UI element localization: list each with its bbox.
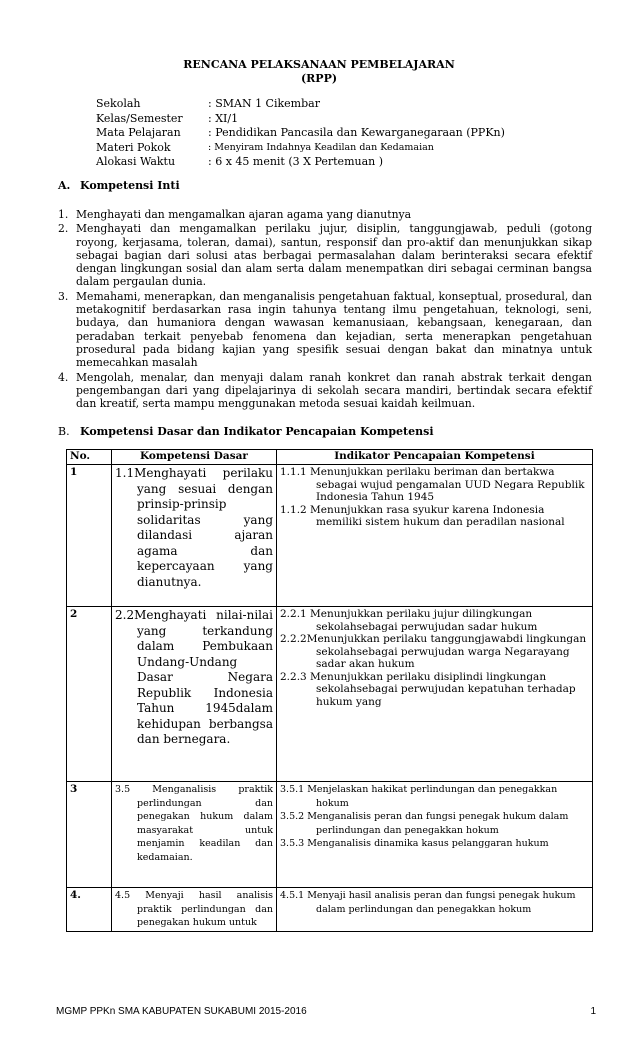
section-letter: A.	[58, 179, 71, 192]
table-row	[67, 607, 593, 782]
competency-table	[66, 449, 593, 932]
list-item	[58, 222, 592, 288]
column-header-kd: Kompetensi Dasar	[112, 450, 277, 465]
info-row-class	[96, 112, 505, 127]
core-competency-list	[58, 208, 592, 411]
basic-competency-text: 1.1Menghayati perilaku yang sesuai dengan prinsip-prinsip solidaritas yang dilandasi ajaran agama dan kepercayaan yang dianutnya.	[115, 466, 273, 589]
list-item	[58, 371, 592, 411]
row-number: 3	[67, 782, 112, 888]
indicator-cell	[277, 607, 593, 782]
table-row	[67, 888, 593, 932]
list-item	[58, 290, 592, 370]
info-row-school	[96, 97, 505, 112]
indicator-item: 4.5.1 Menyaji hasil analisis peran dan fungsi penegak hukum dalam perlindungan dan penegakkan hokum	[280, 890, 576, 915]
table-row	[67, 782, 593, 888]
basic-competency-text: 2.2Menghayati nilai-nilai yang terkandung dalam Pembukaan Undang-Undang Dasar Negara Republik Indonesia Tahun 1945dalam kehidupan berbangsa dan bernegara.	[115, 608, 273, 746]
document-title: RENCANA PELAKSANAAN PEMBELAJARAN	[183, 58, 455, 71]
row-number: 1	[67, 465, 112, 607]
item-number: 2.	[58, 222, 69, 236]
footer-text: MGMP PPKn SMA KABUPATEN SUKABUMI 2015-2016	[56, 1006, 307, 1017]
info-label: Sekolah	[96, 97, 141, 110]
section-a-heading	[58, 179, 180, 192]
section-title: Kompetensi Inti	[80, 179, 180, 192]
indicator-cell	[277, 782, 593, 888]
identity-block	[96, 97, 505, 170]
basic-competency-text: 4.5 Menyaji hasil analisis praktik perlindungan dan penegakan hukum untuk	[115, 890, 273, 928]
info-value: : XI/1	[208, 111, 239, 125]
indicator-item: 2.2.1 Menunjukkan perilaku jujur dilingkungan sekolahsebagai perwujudan sadar hukum	[280, 608, 538, 633]
info-value: : SMAN 1 Cikembar	[208, 97, 320, 110]
indicator-item: 3.5.2 Menganalisis peran dan fungsi penegak hukum dalam perlindungan dan penegakkan hokum	[280, 811, 569, 836]
basic-competency	[112, 465, 277, 607]
info-value: : 6 x 45 menit (3 X Pertemuan )	[208, 155, 384, 168]
info-label: Materi Pokok	[96, 140, 171, 154]
column-header-no: No.	[67, 450, 112, 465]
section-b-heading	[58, 425, 434, 438]
info-value: : Pendidikan Pancasila dan Kewarganegaraan (PPKn)	[208, 126, 505, 139]
section-letter: B.	[58, 425, 70, 438]
info-row-subject	[96, 126, 505, 141]
indicator-item: 2.2.2Menunjukkan perilaku tanggungjawabdi lingkungan sekolahsebagai perwujudan warga Negarayang sadar akan hukum	[280, 633, 587, 670]
section-title: Kompetensi Dasar dan Indikator Pencapaian Kompetensi	[80, 425, 434, 438]
indicator-cell	[277, 888, 593, 932]
indicator-item: 3.5.1 Menjelaskan hakikat perlindungan dan penegakkan hokum	[280, 784, 558, 809]
row-number: 2	[67, 607, 112, 782]
item-text: Mengolah, menalar, dan menyaji dalam ranah konkret dan ranah abstrak terkait dengan pengembangan dari yang dipelajarinya di sekolah secara mandiri, bertindak secara efektif dan kreatif, serta mampu menggunakan metoda sesuai kaidah keilmuan.	[76, 370, 592, 411]
list-item	[58, 208, 592, 221]
item-text: Menghayati dan mengamalkan perilaku jujur, disiplin, tanggungjawab, peduli (gotong royong, kerjasama, toleran, damai), santun, responsif dan pro-aktif dan menunjukkan sikap sebagai bagian dari solusi atas berbagai permasalahan dalam berinteraksi secara efektif dengan lingkungan sosial dan alam serta dalam menempatkan diri sebagai cerminan bangsa dalam pergaulan dunia.	[76, 222, 592, 289]
info-label: Mata Pelajaran	[96, 126, 181, 139]
indicator-cell	[277, 465, 593, 607]
item-text: Memahami, menerapkan, dan menganalisis pengetahuan faktual, konseptual, prosedural, dan metakognitif berdasarkan rasa ingin tahunya tentang ilmu pengetahuan, teknologi, seni, budaya, dan humaniora dengan wawasan kemanusiaan, kebangsaan, kenegaraan, dan peradaban terkait penyebab fenomena dan kejadian, serta menerapkan pengetahuan prosedural pada bidang kajian yang spesifik sesuai dengan bakat dan minatnya untuk memecahkan masalah	[76, 289, 592, 370]
info-label: Kelas/Semester	[96, 111, 183, 125]
column-header-indicator: Indikator Pencapaian Kompetensi	[277, 450, 593, 465]
item-number: 3.	[58, 289, 69, 303]
indicator-item: 2.2.3 Menunjukkan perilaku disiplindi lingkungan sekolahsebagai perwujudan kepatuhan terhadap hukum yang	[280, 670, 576, 708]
basic-competency	[112, 607, 277, 782]
table-header-row	[67, 450, 593, 465]
page-number: 1	[590, 1006, 596, 1017]
indicator-item: 3.5.3 Menganalisis dinamika kasus pelanggaran hukum	[280, 838, 549, 849]
item-number: 4.	[58, 370, 69, 384]
info-row-time	[96, 155, 505, 170]
page-footer	[56, 1006, 596, 1017]
info-value: : Menyiram Indahnya Keadilan dan Kedamaian	[208, 141, 434, 153]
document-subtitle: (RPP)	[300, 72, 338, 85]
info-row-topic	[96, 141, 505, 156]
indicator-item: 1.1.1 Menunjukkan perilaku beriman dan bertakwa sebagai wujud pengamalan UUD Negara Republik Indonesia Tahun 1945	[280, 466, 585, 503]
item-text: Menghayati dan mengamalkan ajaran agama yang dianutnya	[76, 208, 412, 221]
basic-competency	[112, 888, 277, 932]
row-number: 4.	[67, 888, 112, 932]
item-number: 1.	[58, 208, 69, 221]
basic-competency-text: 3.5 Menganalisis praktik perlindungan dan penegakan hukum dalam masyarakat untuk menjamin keadilan dan kedamaian.	[115, 784, 273, 863]
table-row	[67, 465, 593, 607]
indicator-item: 1.1.2 Menunjukkan rasa syukur karena Indonesia memiliki sistem hukum dan peradilan nasional	[280, 503, 565, 528]
basic-competency	[112, 782, 277, 888]
info-label: Alokasi Waktu	[96, 155, 176, 168]
